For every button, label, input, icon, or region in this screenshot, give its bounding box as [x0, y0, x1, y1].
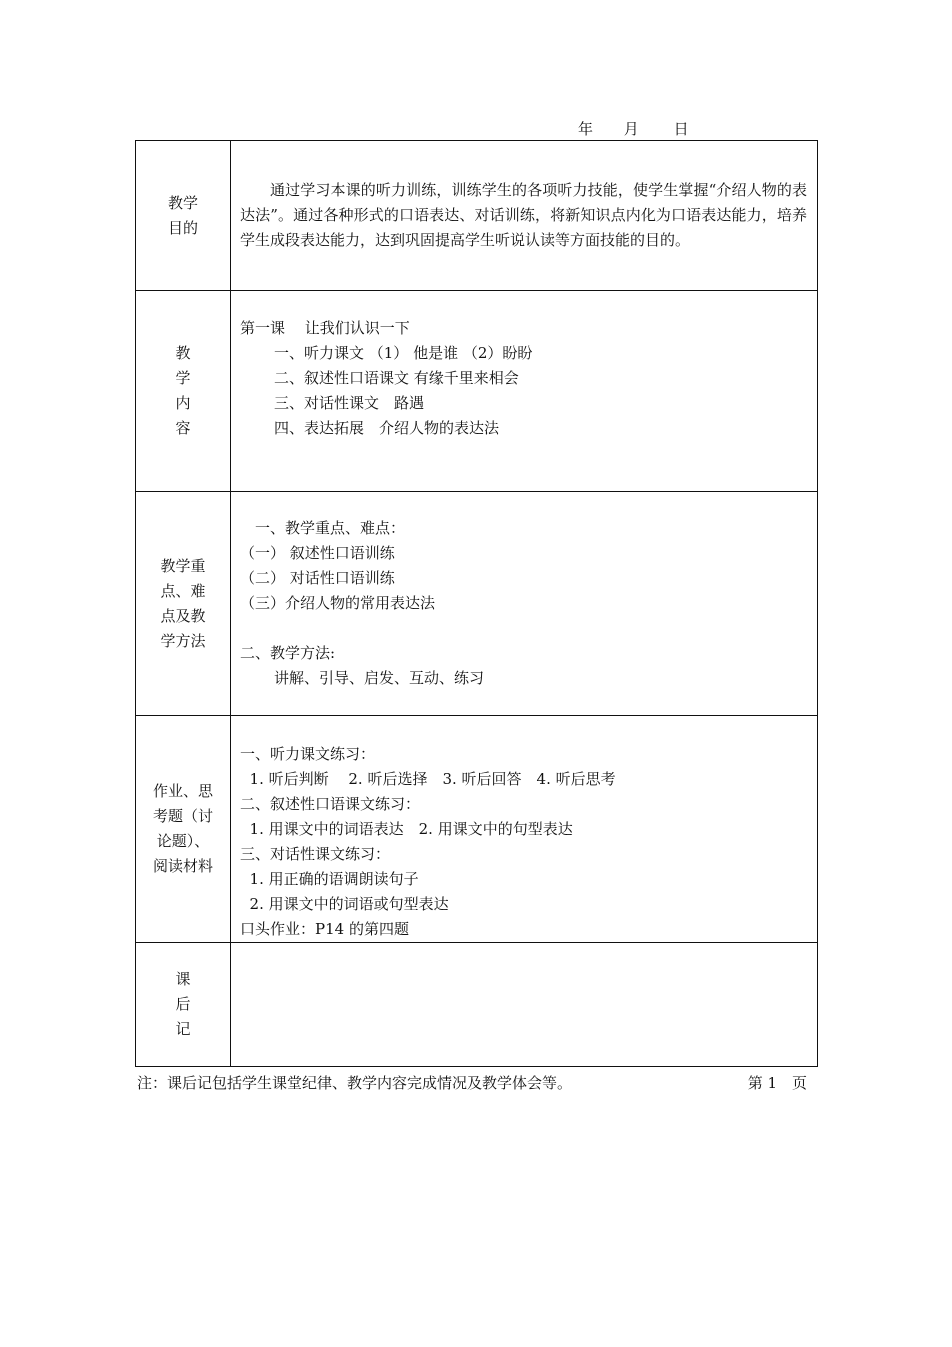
- content-label-line: 教: [175, 344, 191, 362]
- content-label-line: 内: [175, 394, 191, 412]
- focus-label-line: 教学重: [160, 556, 206, 575]
- homework-line: 一、听力课文练习：: [240, 745, 376, 763]
- notes-label-line: 课: [175, 970, 191, 988]
- notes-label-line: 后: [175, 995, 191, 1013]
- homework-label-line: 作业、思: [152, 782, 213, 800]
- focus-point: （二） 对话性口语训练: [240, 569, 395, 587]
- content-label: [136, 291, 231, 492]
- notes-row: [136, 943, 818, 1067]
- notes-cell[interactable]: [231, 943, 818, 1067]
- content-item: 二、叙述性口语课文 有缘千里来相会: [274, 369, 519, 387]
- footer: [137, 1072, 807, 1093]
- method-heading: 二、教学方法:: [240, 644, 336, 662]
- footer-note: 注：课后记包括学生课堂纪律、教学内容完成情况及教学体会等。: [137, 1074, 573, 1092]
- homework-line: 二、叙述性口语课文练习：: [240, 795, 421, 813]
- focus-cell: [231, 492, 818, 716]
- notes-label: [136, 943, 231, 1067]
- focus-heading: 一、教学重点、难点：: [255, 519, 406, 537]
- content-item: 三、对话性课文 路遇: [274, 394, 425, 412]
- homework-row: [136, 716, 818, 943]
- content-cell: [231, 291, 818, 492]
- objective-text: 通过学习本课的听力训练，训练学生的各项听力技能，使学生掌握“介绍人物的表达法”。通过各种形式的口语表达、对话训练，将新知识点内化为口语表达能力，培养学生成段表达能力，达到巩固提高学生听说认读等方面技能的目的。: [240, 181, 807, 249]
- content-row: [136, 291, 818, 492]
- focus-point: （一） 叙述性口语训练: [240, 544, 395, 562]
- date-line: [578, 118, 689, 139]
- focus-label: [136, 492, 231, 716]
- objective-row: [136, 141, 818, 291]
- month-label: 月: [623, 120, 639, 138]
- objective-label-line: 目的: [167, 218, 198, 237]
- homework-label-line: 考题（讨: [152, 807, 213, 825]
- homework-label-line: 阅读材料: [152, 857, 213, 875]
- page-number: 第 1 页: [747, 1074, 807, 1092]
- focus-row: [136, 492, 818, 716]
- homework-cell: [231, 716, 818, 943]
- content-item: 四、表达拓展 介绍人物的表达法: [274, 419, 500, 437]
- objective-label: [136, 141, 231, 291]
- focus-label-line: 点、难: [160, 581, 206, 600]
- lesson-plan-table: [135, 140, 818, 1067]
- year-label: 年: [578, 120, 594, 138]
- day-label: 日: [673, 120, 689, 138]
- lesson-title: 第一课 让我们认识一下: [240, 319, 410, 337]
- notes-label-line: 记: [175, 1020, 191, 1038]
- homework-line: 三、对话性课文练习：: [240, 845, 391, 863]
- homework-line: 口头作业：P14 的第四题: [240, 920, 409, 938]
- content-item: 一、听力课文 （1） 他是谁 （2）盼盼: [274, 344, 533, 362]
- homework-label-line: 论题）、: [156, 832, 210, 850]
- content-label-line: 学: [175, 369, 191, 387]
- homework-line: 1. 用正确的语调朗读句子: [240, 870, 419, 888]
- homework-line: 1. 听后判断 2. 听后选择 3. 听后回答 4. 听后思考: [240, 770, 616, 788]
- objective-label-line: 教学: [167, 193, 198, 212]
- objective-content: [231, 141, 818, 291]
- focus-point: （三）介绍人物的常用表达法: [240, 594, 436, 612]
- methods-text: 讲解、引导、启发、互动、练习: [274, 669, 485, 687]
- homework-label: [136, 716, 231, 943]
- homework-line: 2. 用课文中的词语或句型表达: [240, 895, 449, 913]
- focus-label-line: 学方法: [160, 631, 206, 650]
- homework-line: 1. 用课文中的词语表达 2. 用课文中的句型表达: [240, 820, 573, 838]
- focus-label-line: 点及教: [160, 606, 206, 625]
- content-label-line: 容: [175, 419, 191, 437]
